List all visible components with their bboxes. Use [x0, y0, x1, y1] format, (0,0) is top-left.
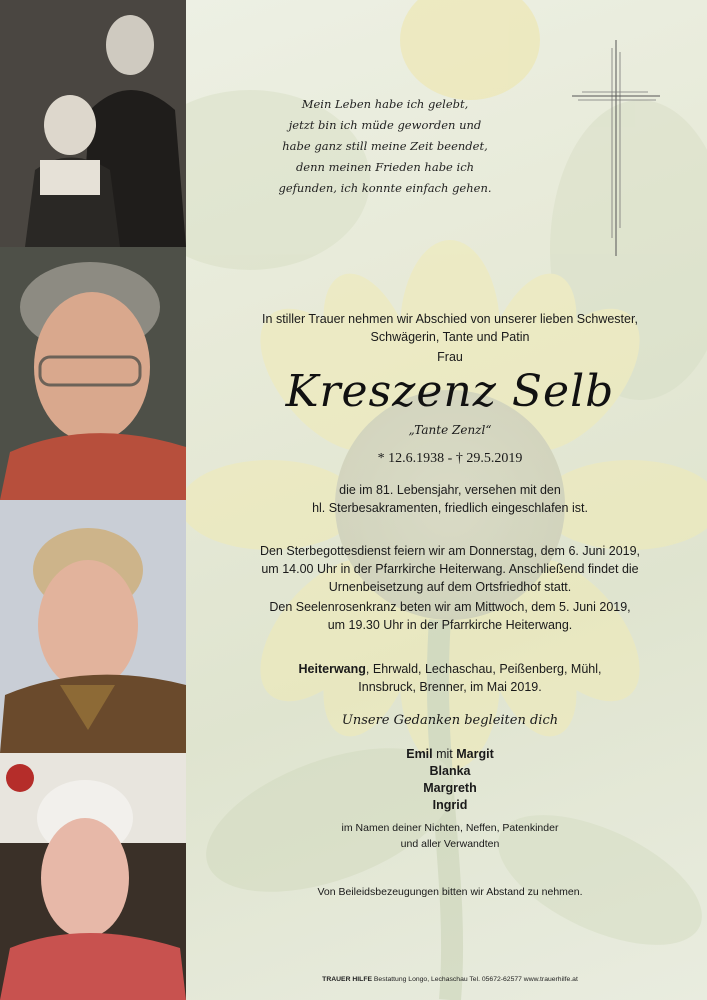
family-ingrid: Ingrid	[432, 798, 468, 812]
places-rest: , Ehrwald, Lechaschau, Peißenberg, Mühl,	[365, 662, 602, 676]
verse-line: denn meinen Frieden habe ich	[295, 160, 475, 174]
family-blanka: Blanka	[429, 764, 471, 778]
family-emil: Emil	[406, 747, 433, 761]
on-behalf-line: und aller Verwandten	[400, 838, 500, 850]
announcement-intro	[200, 310, 700, 346]
footer	[200, 976, 700, 983]
places-line: Innsbruck, Brenner, im Mai 2019.	[358, 680, 542, 694]
funeral-line: Urnenbeisetzung auf dem Ortsfriedhof statt.	[328, 580, 572, 594]
verse-line: habe ganz still meine Zeit beendet,	[282, 139, 488, 153]
funeral-line: um 14.00 Uhr in der Pfarrkirche Heiterwang. Anschließend findet die	[261, 562, 639, 576]
verse-line: jetzt bin ich müde geworden und	[288, 118, 482, 132]
deceased-name: Kreszenz Selb	[285, 366, 615, 417]
footer-brand: TRAUER HILFE	[322, 976, 373, 983]
family-margreth: Margreth	[423, 781, 477, 795]
rosary-line: Den Seelenrosenkranz beten wir am Mittwoch, dem 5. Juni 2019,	[269, 600, 631, 614]
photo-portrait-elderly	[0, 753, 186, 1000]
condolence-note: Von Beileidsbezeugungen bitten wir Abstand zu nehmen.	[317, 886, 583, 898]
verse-line: gefunden, ich konnte einfach gehen.	[278, 181, 492, 195]
thoughts-heading: Unsere Gedanken begleiten dich	[341, 713, 559, 728]
intro-line: In stiller Trauer nehmen wir Abschied von unserer lieben Schwester,	[262, 312, 638, 326]
photo-portrait-glasses	[0, 247, 186, 500]
funeral-text	[200, 542, 700, 596]
family-line	[200, 746, 700, 763]
intro-line: Schwägerin, Tante und Patin	[370, 330, 530, 344]
passing-line: die im 81. Lebensjahr, versehen mit den	[339, 483, 561, 497]
footer-contact: Bestattung Longo, Lechaschau Tel. 05672-62577 www.trauerhilfe.at	[372, 976, 578, 983]
photo-childhood	[0, 0, 186, 247]
passing-text	[200, 481, 700, 517]
life-dates: * 12.6.1938 - † 29.5.2019	[377, 451, 523, 466]
family-line	[200, 780, 700, 797]
rosary-line: um 19.30 Uhr in der Pfarrkirche Heiterwang.	[327, 618, 573, 632]
on-behalf-text	[200, 820, 700, 852]
family-with: mit	[432, 747, 457, 761]
family-list	[200, 746, 700, 814]
family-line	[200, 797, 700, 814]
places-text	[200, 660, 700, 696]
salutation: Frau	[437, 350, 463, 364]
cross-icon	[568, 38, 664, 258]
on-behalf-line: im Namen deiner Nichten, Neffen, Patenkinder	[341, 822, 559, 834]
funeral-line: Den Sterbegottesdienst feiern wir am Donnerstag, dem 6. Juni 2019,	[259, 544, 641, 558]
verse-quote	[270, 94, 500, 199]
photo-portrait-sweater	[0, 500, 186, 753]
passing-line: hl. Sterbesakramenten, friedlich eingeschlafen ist.	[312, 501, 588, 515]
family-margit: Margit	[456, 747, 494, 761]
places-line	[200, 660, 700, 678]
places-bold: Heiterwang	[298, 662, 366, 676]
family-line	[200, 763, 700, 780]
verse-line: Mein Leben habe ich gelebt,	[301, 97, 469, 111]
photo-strip	[0, 0, 186, 1000]
nickname: „Tante Zenzl“	[408, 423, 492, 437]
rosary-text	[200, 598, 700, 634]
